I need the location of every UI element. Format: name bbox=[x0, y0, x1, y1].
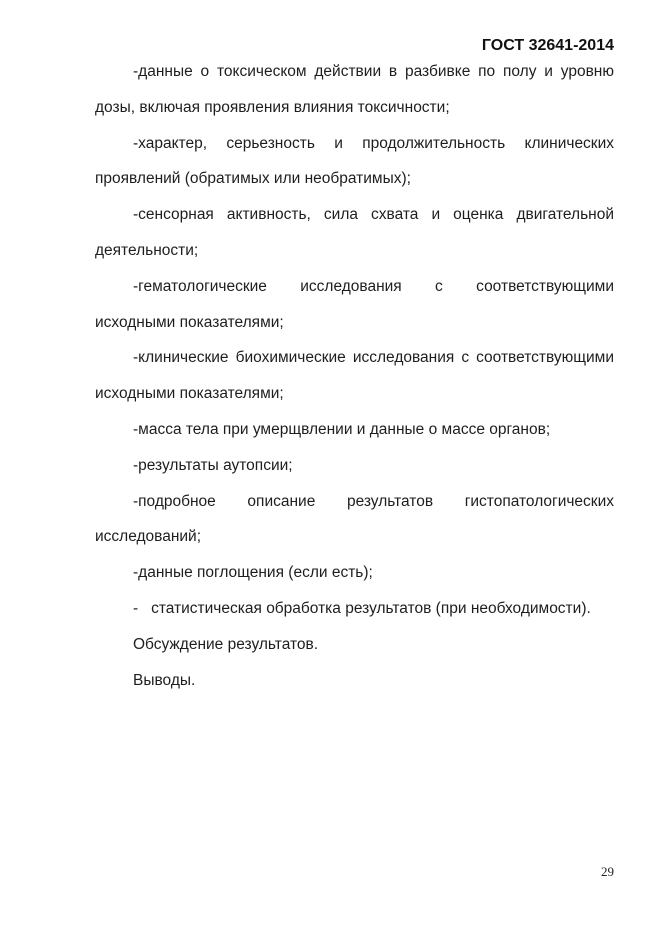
section-discussion bbox=[95, 627, 614, 663]
text-line: -данные о токсическом действии в разбивке по полу и уровню bbox=[133, 63, 614, 80]
text-line: исходными показателями; bbox=[95, 385, 284, 403]
text-line: исходными показателями; bbox=[95, 313, 284, 331]
text-line: -данные поглощения (если есть); bbox=[133, 564, 373, 582]
text-line: Выводы. bbox=[133, 671, 196, 689]
text-line: деятельности; bbox=[95, 241, 199, 259]
list-item-histopathology bbox=[95, 484, 614, 556]
list-item-autopsy bbox=[95, 448, 614, 484]
document-body bbox=[95, 54, 614, 698]
text-line: -подробное описание результатов гистопатологических bbox=[133, 492, 614, 510]
page-number: 29 bbox=[601, 864, 614, 879]
text-line: -сенсорная активность, сила схвата и оценка двигательной bbox=[133, 206, 614, 224]
list-item-statistics bbox=[95, 591, 614, 627]
text-line: Обсуждение результатов. bbox=[133, 635, 319, 653]
list-item-sensory-activity bbox=[95, 197, 614, 269]
text-line: исследований; bbox=[95, 528, 202, 546]
list-item-body-mass bbox=[95, 412, 614, 448]
text-line: -гематологические исследования с соответствующими bbox=[133, 277, 614, 295]
list-item-toxic-effects bbox=[95, 54, 614, 126]
list-item-hematology bbox=[95, 269, 614, 341]
list-item-clinical-signs bbox=[95, 126, 614, 198]
section-conclusions bbox=[95, 663, 614, 699]
text-line: -клинические биохимические исследования с соответствующими bbox=[133, 349, 614, 367]
list-item-absorption bbox=[95, 555, 614, 591]
list-item-biochemistry bbox=[95, 340, 614, 412]
text-line: -результаты аутопсии; bbox=[133, 456, 293, 474]
text-line: -характер, серьезность и продолжительность клинических bbox=[133, 134, 614, 152]
text-line: проявлений (обратимых или необратимых); bbox=[95, 170, 411, 188]
text-line: -масса тела при умерщвлении и данные о массе органов; bbox=[133, 420, 551, 438]
text-line: - статистическая обработка результатов (при необходимости). bbox=[133, 599, 591, 617]
text-line: дозы, включая проявления влияния токсичности; bbox=[95, 98, 450, 116]
document-standard-code: ГОСТ 32641-2014 bbox=[481, 37, 614, 54]
